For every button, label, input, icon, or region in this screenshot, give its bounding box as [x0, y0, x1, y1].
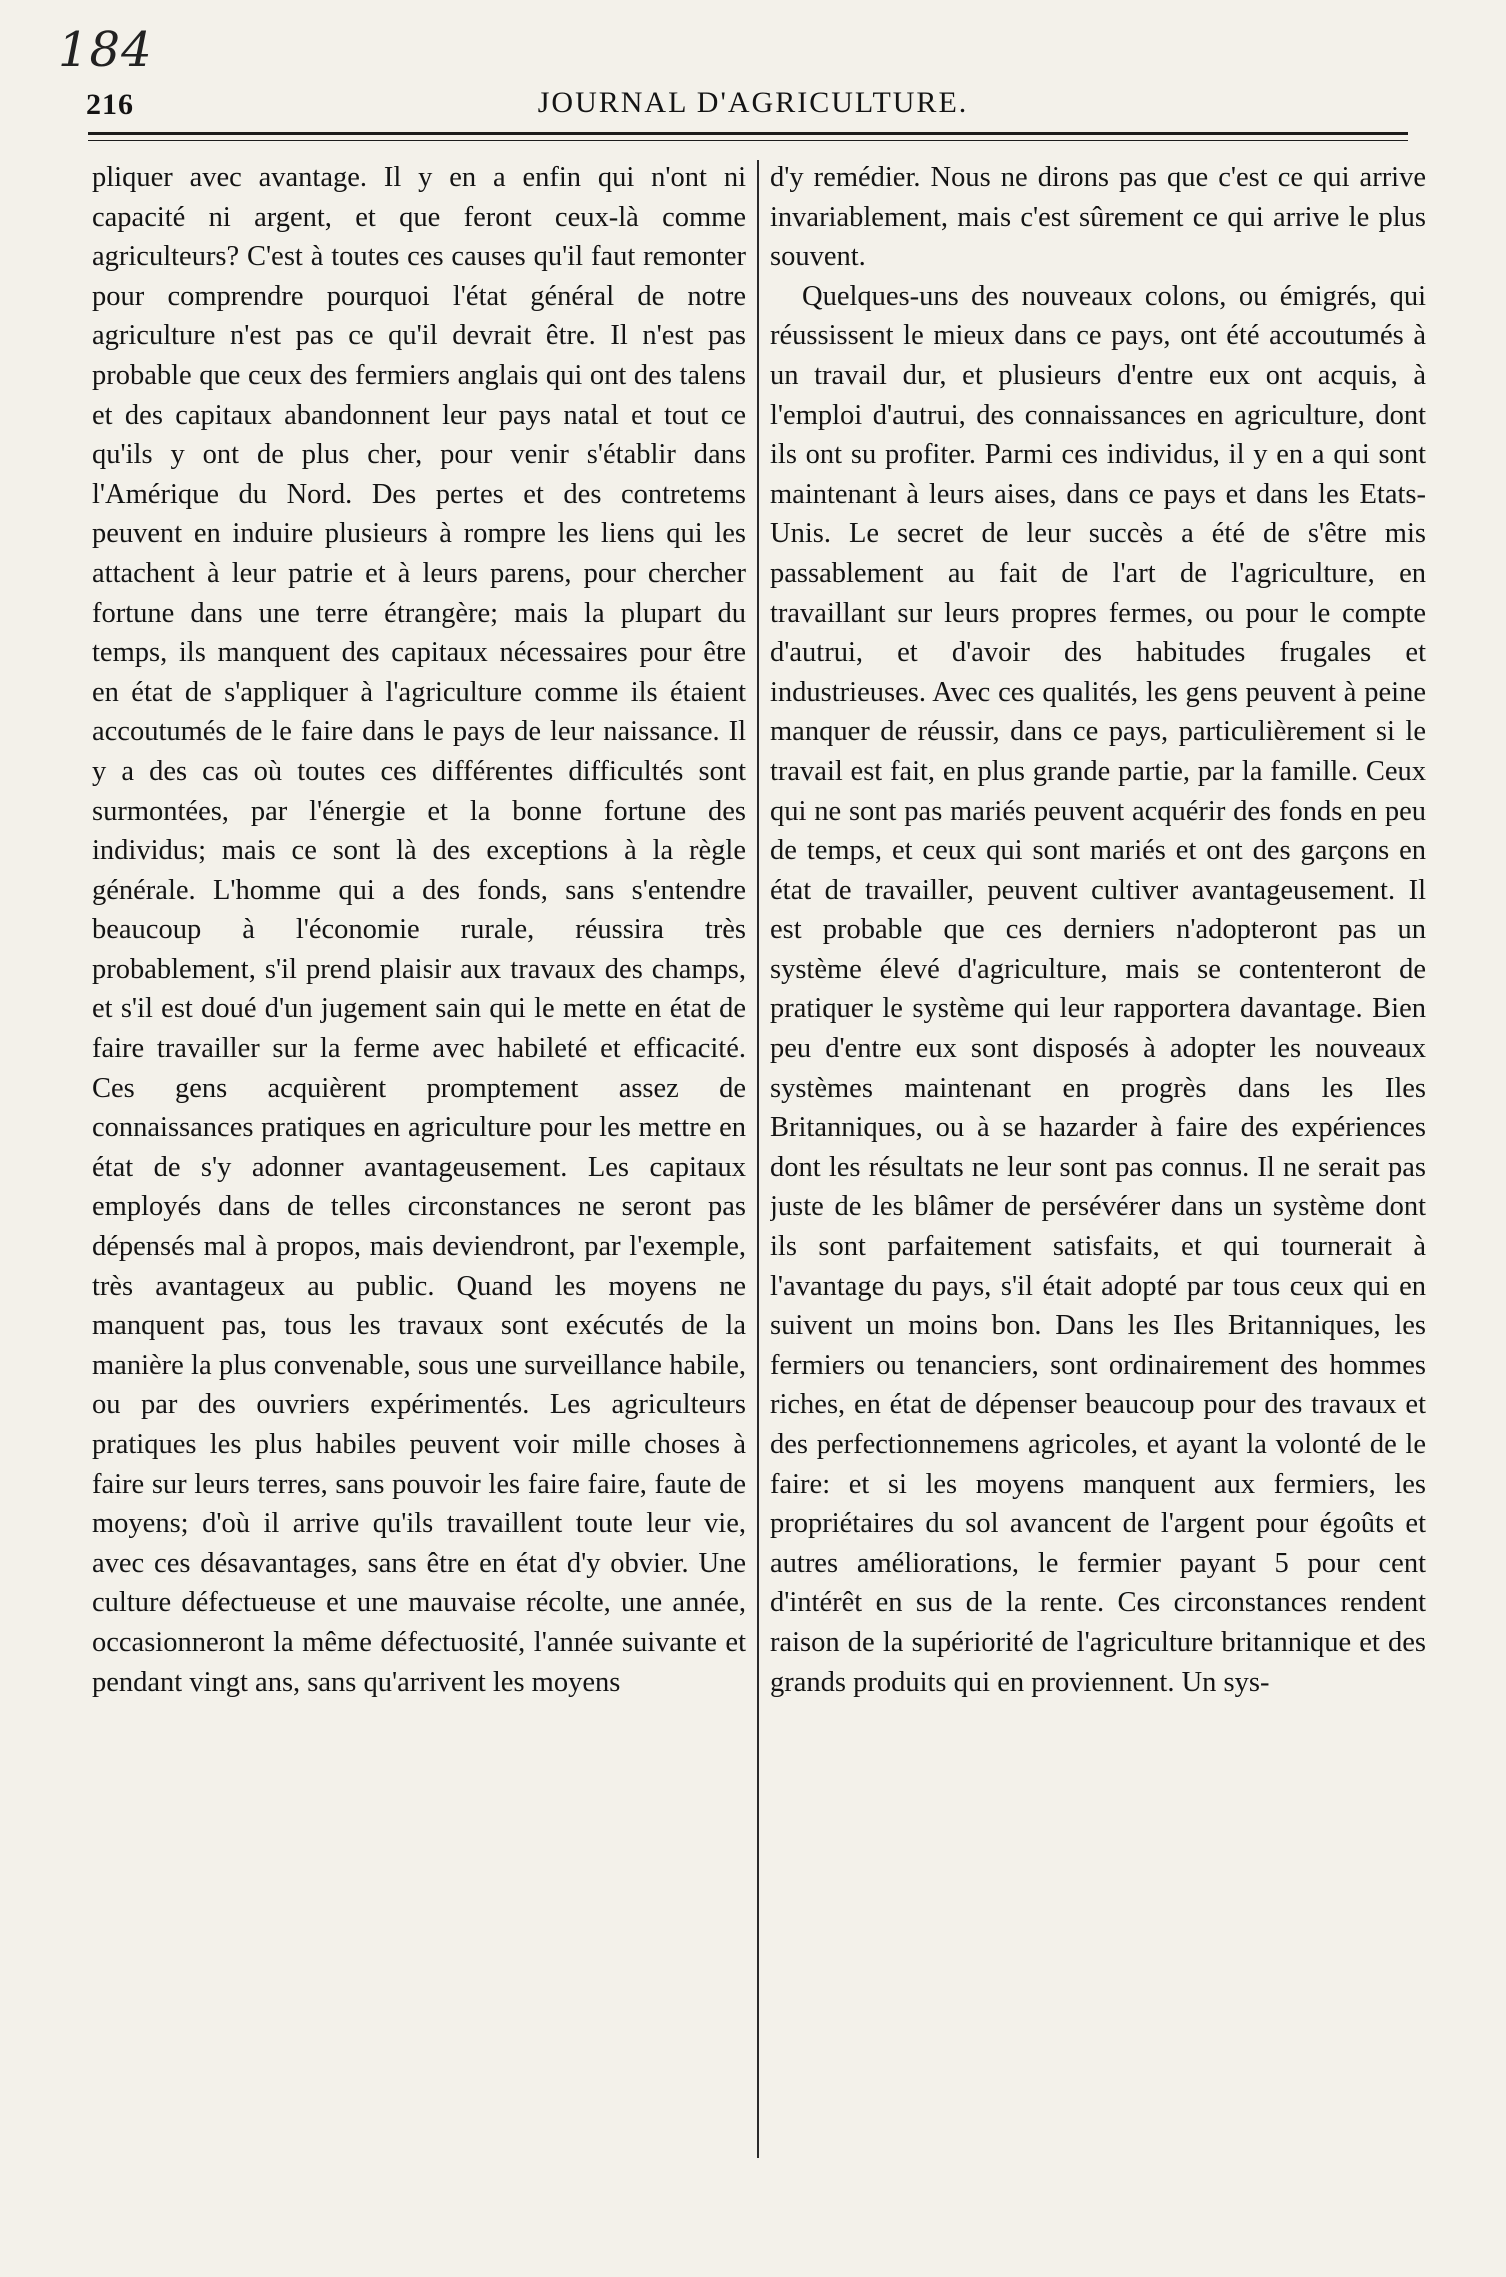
column-divider — [757, 160, 759, 2158]
right-column — [770, 158, 1426, 2168]
right-paragraph-1: d'y remédier. Nous ne dirons pas que c'est ce qui arrive invariablement, mais c'est sûrement ce qui arrive le plus souvent. — [770, 162, 1426, 273]
handwritten-page-number: 184 — [58, 22, 153, 78]
header-rule — [88, 132, 1408, 135]
left-paragraph-1: pliquer avec avantage. Il y en a enfin qui n'ont ni capacité ni argent, et que feront ceux-là comme agriculteurs? C'est à toutes ces causes qu'il faut remonter pour comprendre pourquoi l'état général de notre agriculture n'est pas ce qu'il devrait être. Il n'est pas probable que ceux des fermiers anglais qui ont des talens et des capitaux abandonnent leur pays natal et tout ce qu'ils y ont de plus cher, pour venir s'établir dans l'Amérique du Nord. Des pertes et des contretems peuvent en induire plusieurs à rompre les liens qui les attachent à leur patrie et à leurs parens, pour chercher fortune dans une terre étrangère; mais la plupart du temps, ils manquent des capitaux nécessaires pour être en état de s'appliquer à l'agriculture comme ils étaient accoutumés de le faire dans le pays de leur naissance. Il y a des cas où toutes ces différentes difficultés sont surmontées, par l'énergie et la bonne fortune des individus; mais ce sont là des exceptions à la règle générale. L'homme qui a des fonds, sans s'entendre beaucoup à l'économie rurale, réussira très probablement, s'il prend plaisir aux travaux des champs, et s'il est doué d'un jugement sain qui le mette en état de faire travailler sur la ferme avec habileté et efficacité. Ces gens acquièrent promptement assez de connaissances pratiques en agriculture pour les mettre en état de s'y adonner avantageusement. Les capitaux employés dans de telles circonstances ne seront pas dépensés mal à propos, mais deviendront, par l'exemple, très avantageux au public. Quand les moyens ne manquent pas, tous les travaux sont exécutés de la manière la plus convenable, sous une surveillance habile, ou par des ouvriers expérimentés. Les agriculteurs pratiques les plus habiles peuvent voir mille choses à faire sur leurs terres, sans pouvoir les faire faire, faute de moyens; d'où il arrive qu'ils travaillent toute leur vie, avec ces désavantages, sans être en état d'y obvier. Une culture défectueuse et une mauvaise récolte, une année, occasionneront la même défectuosité, l'année suivante et pendant vingt ans, sans qu'arrivent les moyens — [92, 162, 746, 1698]
right-paragraph-2: Quelques-uns des nouveaux colons, ou émigrés, qui réussissent le mieux dans ce pays, ont été accoutumés à un travail dur, et plusieurs d'entre eux ont acquis, à l'emploi d'autrui, des connaissances en agriculture, dont ils ont su profiter. Parmi ces individus, il y en a qui sont maintenant à leurs aises, dans ce pays et dans les Etats-Unis. Le secret de leur succès a été de s'être mis passablement au fait de l'art de l'agriculture, en travaillant sur leurs propres fermes, ou pour le compte d'autrui, et d'avoir des habitudes frugales et industrieuses. Avec ces qualités, les gens peuvent à peine manquer de réussir, dans ce pays, particulièrement si le travail est fait, en plus grande partie, par la famille. Ceux qui ne sont pas mariés peuvent acquérir des fonds en peu de temps, et ceux qui sont mariés et ont des garçons en état de travailler, peuvent cultiver avantageusement. Il est probable que ces derniers n'adopteront pas un système élevé d'agriculture, mais se contenteront de pratiquer le système qui leur rapportera davantage. Bien peu d'entre eux sont disposés à adopter les nouveaux systèmes maintenant en progrès dans les Iles Britanniques, ou à se hazarder à faire des expériences dont les résultats ne leur sont pas connus. Il ne serait pas juste de les blâmer de persévérer dans un système dont ils sont parfaitement satisfaits, et qui tournerait à l'avantage du pays, s'il était adopté par tous ceux qui en suivent un moins bon. Dans les Iles Britanniques, les fermiers ou tenanciers, sont ordinairement des hommes riches, en état de dépenser beaucoup pour des travaux et des perfectionnemens agricoles, et ayant la volonté de le faire: et si les moyens manquent aux fermiers, les propriétaires du sol avancent de l'argent pour égoûts et autres améliorations, le fermier payant 5 pour cent d'intérêt en sus de la rente. Ces circonstances rendent raison de la supériorité de l'agriculture britannique et des grands produits qui en proviennent. Un sys- — [770, 280, 1426, 1698]
header-rule-thin — [88, 140, 1408, 141]
left-column — [92, 158, 746, 2168]
running-title: JOURNAL D'AGRICULTURE. — [537, 86, 969, 119]
page-number: 216 — [86, 88, 134, 121]
